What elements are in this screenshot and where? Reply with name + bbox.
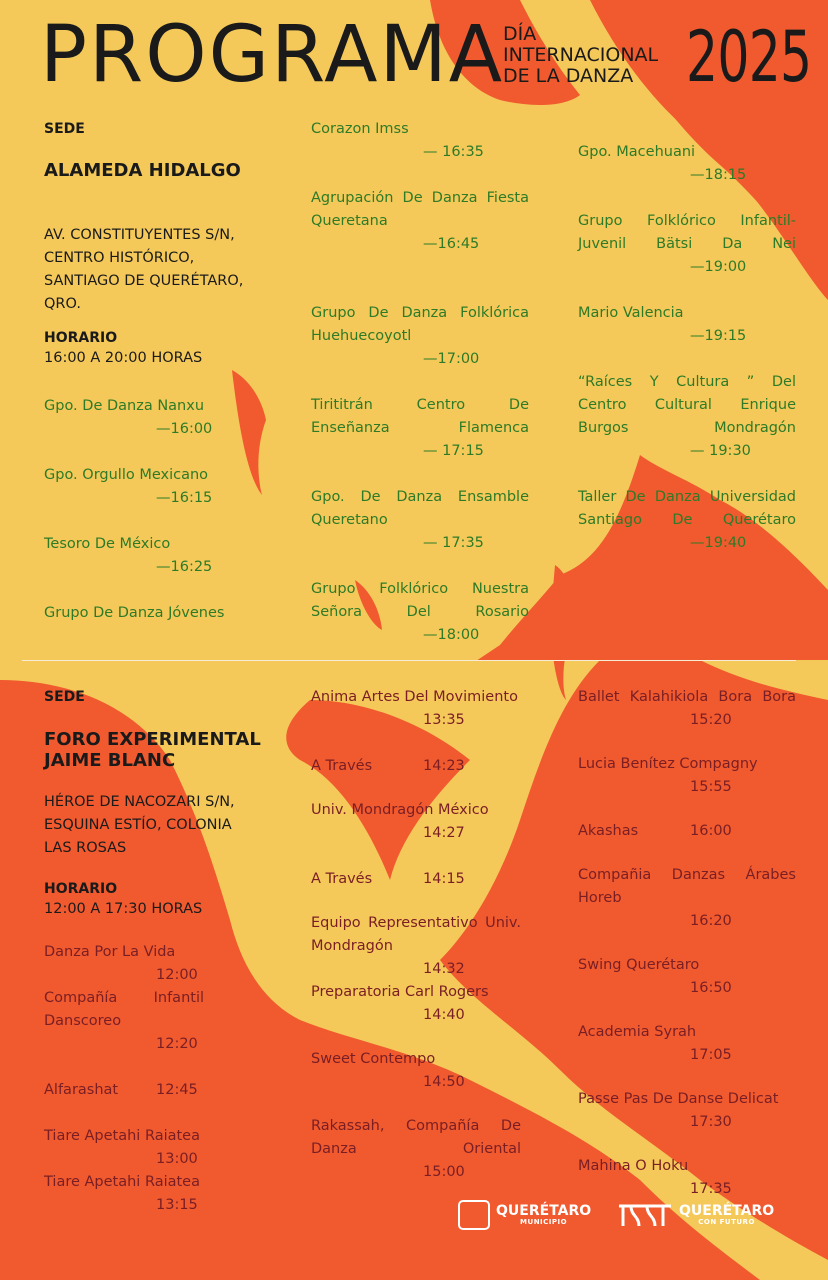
performance-time: —16:25 (156, 559, 213, 575)
group-name: Swing Querétaro (578, 957, 700, 973)
group-name: Gpo. Macehuani (578, 144, 696, 160)
group-name: Mahina O Hoku (578, 1158, 689, 1174)
event-subtitle (503, 24, 683, 87)
performance-time: 17:35 (690, 1181, 732, 1197)
entry-line (578, 820, 796, 843)
venue-address: HÉROE DE NACOZARI S/N, ESQUINA ESTÍO, COLONIA LAS ROSAS (44, 794, 235, 856)
group-name: Grupo Folklórico Nuestra Señora Del Rosario (311, 581, 529, 620)
schedule-entry (311, 868, 521, 891)
sede-label: SEDE (44, 689, 85, 705)
group-name: Mario Valencia (578, 305, 684, 321)
schedule-entry (311, 578, 529, 647)
subtitle-line: DE LA DANZA (503, 65, 634, 87)
group-name: Grupo De Danza Folklórica Huehuecoyotl (311, 305, 529, 344)
group-name: Tiare Apetahi Raiatea (44, 1174, 200, 1190)
schedule-entry (44, 602, 262, 625)
performance-time: —16:00 (156, 421, 213, 437)
group-name: Ballet Kalahikiola Bora Bora (578, 689, 796, 705)
group-name: Taller De Danza Universidad Santiago De Querétaro (578, 489, 796, 528)
performance-time: 12:00 (156, 967, 198, 983)
performance-time: 17:30 (690, 1114, 732, 1130)
schedule-entry (44, 533, 262, 579)
performance-time: 12:45 (156, 1082, 198, 1098)
performance-time: 16:00 (690, 823, 732, 839)
performance-time: 15:55 (690, 779, 732, 795)
arches-icon (617, 1202, 673, 1228)
logo-subtitle: CON FUTURO (698, 1218, 755, 1226)
group-name: Grupo De Danza Jóvenes (44, 605, 225, 621)
schedule-entry (44, 395, 262, 441)
schedule-entry (311, 1048, 521, 1094)
entry-line (311, 755, 521, 778)
horario-label: HORARIO (44, 330, 118, 346)
logo-title: QUERÉTARO (679, 1203, 775, 1219)
schedule-entry (578, 141, 796, 187)
logo-queretaro-municipio (458, 1200, 591, 1230)
venue-hours: 16:00 A 20:00 HORAS (44, 350, 203, 366)
group-name: Compañía Infantil Danscoreo (44, 990, 204, 1029)
entry-line (311, 868, 521, 891)
schedule-entry (311, 755, 521, 778)
schedule-entry (578, 954, 796, 1000)
performance-time: — 17:15 (423, 443, 484, 459)
group-name: Equipo Representativo Univ. Mondragón (311, 915, 521, 954)
performance-time: —19:15 (690, 328, 747, 344)
group-name: Akashas (578, 823, 639, 839)
schedule-entry (44, 1125, 204, 1171)
schedule-entry (578, 486, 796, 555)
schedule-entry (311, 799, 521, 845)
schedule-entry (311, 912, 521, 981)
schedule-column (44, 941, 204, 1217)
group-name: Corazon Imss (311, 121, 409, 137)
performance-time: 16:50 (690, 980, 732, 996)
schedule-entry (578, 753, 796, 799)
group-name: Sweet Contempo (311, 1051, 436, 1067)
logo-queretaro-con-futuro (617, 1202, 774, 1228)
schedule-entry (44, 941, 204, 987)
venue-address: AV. CONSTITUYENTES S/N, CENTRO HISTÓRICO, SANTIAGO DE QUERÉTARO, QRO. (44, 227, 244, 312)
group-name: A Través (311, 758, 373, 774)
performance-time: —16:45 (423, 236, 480, 252)
group-name: Anima Artes Del Movimiento (311, 689, 518, 705)
schedule-entry (311, 118, 529, 164)
group-name: Preparatoria Carl Rogers (311, 984, 489, 1000)
performance-time: 12:20 (156, 1036, 198, 1052)
group-name: Danza Por La Vida (44, 944, 176, 960)
schedule-entry (311, 394, 529, 463)
schedule-entry (578, 302, 796, 348)
performance-time: 14:50 (423, 1074, 465, 1090)
schedule-entry (578, 820, 796, 843)
venue-hours: 12:00 A 17:30 HORAS (44, 901, 203, 917)
schedule-entry (44, 1079, 204, 1102)
logo-title: QUERÉTARO (496, 1203, 592, 1219)
group-name: Compañia Danzas Árabes Horeb (578, 867, 796, 906)
group-name: Tesoro De México (44, 536, 171, 552)
group-name: Gpo. De Danza Nanxu (44, 398, 205, 414)
performance-time: 17:05 (690, 1047, 732, 1063)
performance-time: 14:15 (423, 871, 465, 887)
performance-time: 14:40 (423, 1007, 465, 1023)
venue-name: FORO EXPERIMENTAL JAIME BLANC (44, 729, 261, 771)
performance-time: —16:15 (156, 490, 213, 506)
performance-time: —19:00 (690, 259, 747, 275)
performance-time: 13:00 (156, 1151, 198, 1167)
group-name: Gpo. De Danza Ensamble Queretano (311, 489, 529, 528)
entry-line (44, 1079, 204, 1102)
schedule-entry (311, 187, 529, 256)
schedule-entry (44, 987, 204, 1056)
schedule-entry (311, 1115, 521, 1184)
schedule-entry (578, 210, 796, 279)
schedule-entry (311, 686, 521, 732)
subtitle-line: DÍA (503, 23, 537, 45)
sede-label: SEDE (44, 121, 85, 137)
section-divider (22, 660, 796, 661)
performance-time: —18:00 (423, 627, 480, 643)
performance-time: 14:23 (423, 758, 465, 774)
group-name: Univ. Mondragón México (311, 802, 489, 818)
group-name: Gpo. Orgullo Mexicano (44, 467, 209, 483)
schedule-column (44, 395, 262, 625)
schedule-entry (578, 1088, 796, 1134)
performance-time: —17:00 (423, 351, 480, 367)
group-name: “Raíces Y Cultura ” Del Centro Cultural Enrique Burgos Mondragón (578, 374, 796, 436)
group-name: Tiare Apetahi Raiatea (44, 1128, 200, 1144)
performance-time: 14:27 (423, 825, 465, 841)
schedule-entry (578, 371, 796, 463)
schedule-column (311, 118, 529, 647)
page-title: PROGRAMA (40, 10, 505, 100)
group-name: Tirititrán Centro De Enseñanza Flamenca (311, 397, 529, 436)
group-name: Rakassah, Compañía De Danza Oriental (311, 1118, 521, 1157)
performance-time: 13:15 (156, 1197, 198, 1213)
schedule-column (578, 141, 796, 555)
group-name: Lucia Benítez Compagny (578, 756, 758, 772)
horario-label: HORARIO (44, 881, 118, 897)
logo-subtitle: MUNICIPIO (520, 1218, 568, 1226)
schedule-entry (44, 1171, 204, 1217)
performance-time: — 19:30 (690, 443, 751, 459)
schedule-entry (44, 464, 262, 510)
performance-time: 15:00 (423, 1164, 465, 1180)
municipio-emblem-icon (458, 1200, 490, 1230)
schedule-column (578, 686, 796, 1201)
venue-name: ALAMEDA HIDALGO (44, 160, 241, 181)
subtitle-line: INTERNACIONAL (503, 44, 659, 66)
performance-time: 14:32 (423, 961, 465, 977)
performance-time: —19:40 (690, 535, 747, 551)
schedule-column (311, 686, 521, 1184)
schedule-entry (578, 1155, 796, 1201)
schedule-entry (311, 302, 529, 371)
event-year: 2025 (686, 16, 812, 98)
group-name: Alfarashat (44, 1082, 119, 1098)
performance-time: — 17:35 (423, 535, 484, 551)
group-name: Passe Pas De Danse Delicat (578, 1091, 779, 1107)
group-name: Grupo Folklórico Infantil-Juvenil Bätsi Da Nei (578, 213, 796, 252)
performance-time: — 16:35 (423, 144, 484, 160)
schedule-entry (578, 686, 796, 732)
schedule-entry (311, 981, 521, 1027)
performance-time: 13:35 (423, 712, 465, 728)
performance-time: 15:20 (690, 712, 732, 728)
performance-time: 16:20 (690, 913, 732, 929)
schedule-entry (578, 1021, 796, 1067)
group-name: Academia Syrah (578, 1024, 697, 1040)
schedule-entry (311, 486, 529, 555)
group-name: Agrupación De Danza Fiesta Queretana (311, 190, 529, 229)
group-name: A Través (311, 871, 373, 887)
schedule-entry (578, 864, 796, 933)
performance-time: —18:15 (690, 167, 747, 183)
